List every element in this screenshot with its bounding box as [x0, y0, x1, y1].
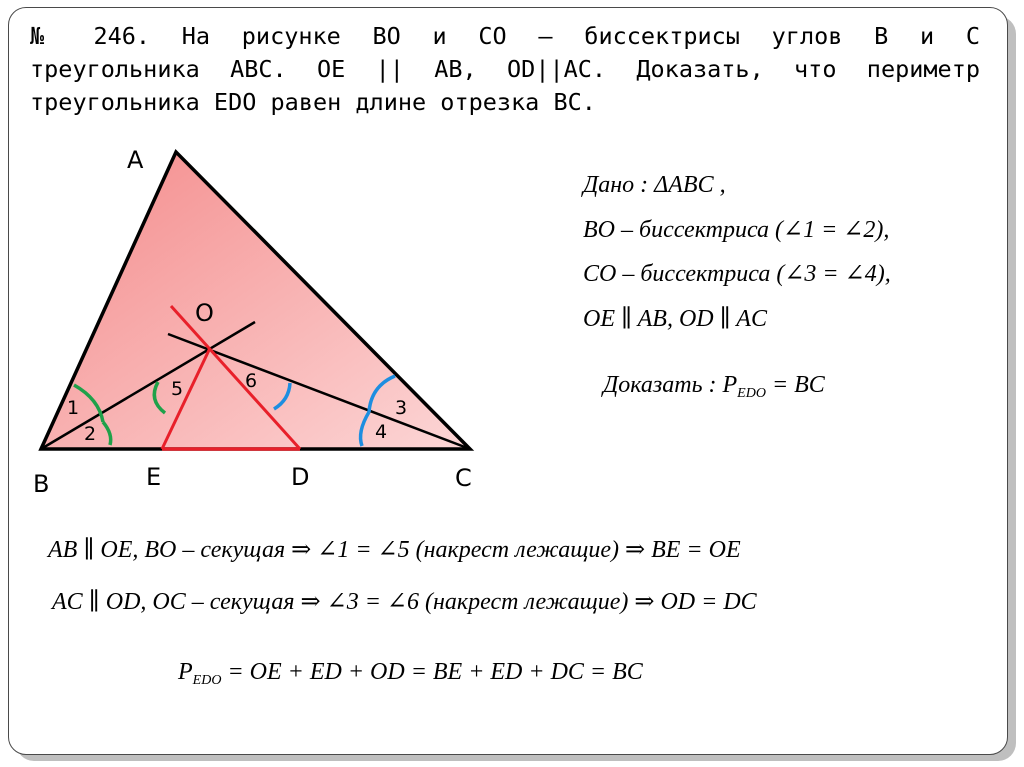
solution-line-3: [178, 659, 643, 689]
vertex-label-a: A: [127, 146, 144, 174]
vertex-label-b: B: [33, 470, 50, 498]
vertex-label-o: O: [195, 299, 214, 327]
angle-label-4: 4: [375, 421, 388, 443]
angle-label-2: 2: [84, 423, 97, 445]
vertex-label-e: E: [146, 463, 162, 491]
given-line-3: CO – биссектриса (∠3 = ∠4),: [583, 261, 891, 287]
solution-line-2: AC ∥ OD, OC – секущая ⇒ ∠3 = ∠6 (накрест лежащие) ⇒ OD = DC: [52, 589, 757, 615]
problem-line-1: № 246. На рисунке BO и CO – биссектрисы углов B и C: [30, 22, 980, 50]
solution-line-3-body: = OE + ED + OD = BE + ED + DC = BC: [221, 659, 643, 685]
given-line-2: BO – биссектриса (∠1 = ∠2),: [583, 217, 890, 243]
angle-label-1: 1: [67, 397, 80, 419]
prove-prefix: Доказать : P: [603, 372, 738, 398]
prove-suffix: = BC: [765, 372, 825, 398]
given-line-1: Дано : ΔABC ,: [583, 172, 726, 198]
prove-subscript: EDO: [737, 386, 766, 401]
solution-p-subscript: EDO: [192, 673, 222, 688]
prove-statement: [603, 372, 825, 402]
problem-line-3: треугольника EDO равен длине отрезка BC.: [30, 88, 596, 116]
problem-line-2: треугольника ABC. OE || AB, OD||AC. Доказать, что периметр: [30, 55, 980, 83]
solution-line-1: AB ∥ OE, BO – секущая ⇒ ∠1 = ∠5 (накрест лежащие) ⇒ BE = OE: [48, 537, 741, 563]
angle-label-6: 6: [245, 370, 258, 392]
vertex-label-d: D: [291, 463, 310, 491]
vertex-label-c: C: [455, 464, 472, 492]
solution-p: P: [178, 659, 193, 685]
angle-label-3: 3: [395, 397, 408, 419]
angle-label-5: 5: [171, 378, 184, 400]
given-line-4: OE ∥ AB, OD ∥ AC: [583, 306, 767, 332]
